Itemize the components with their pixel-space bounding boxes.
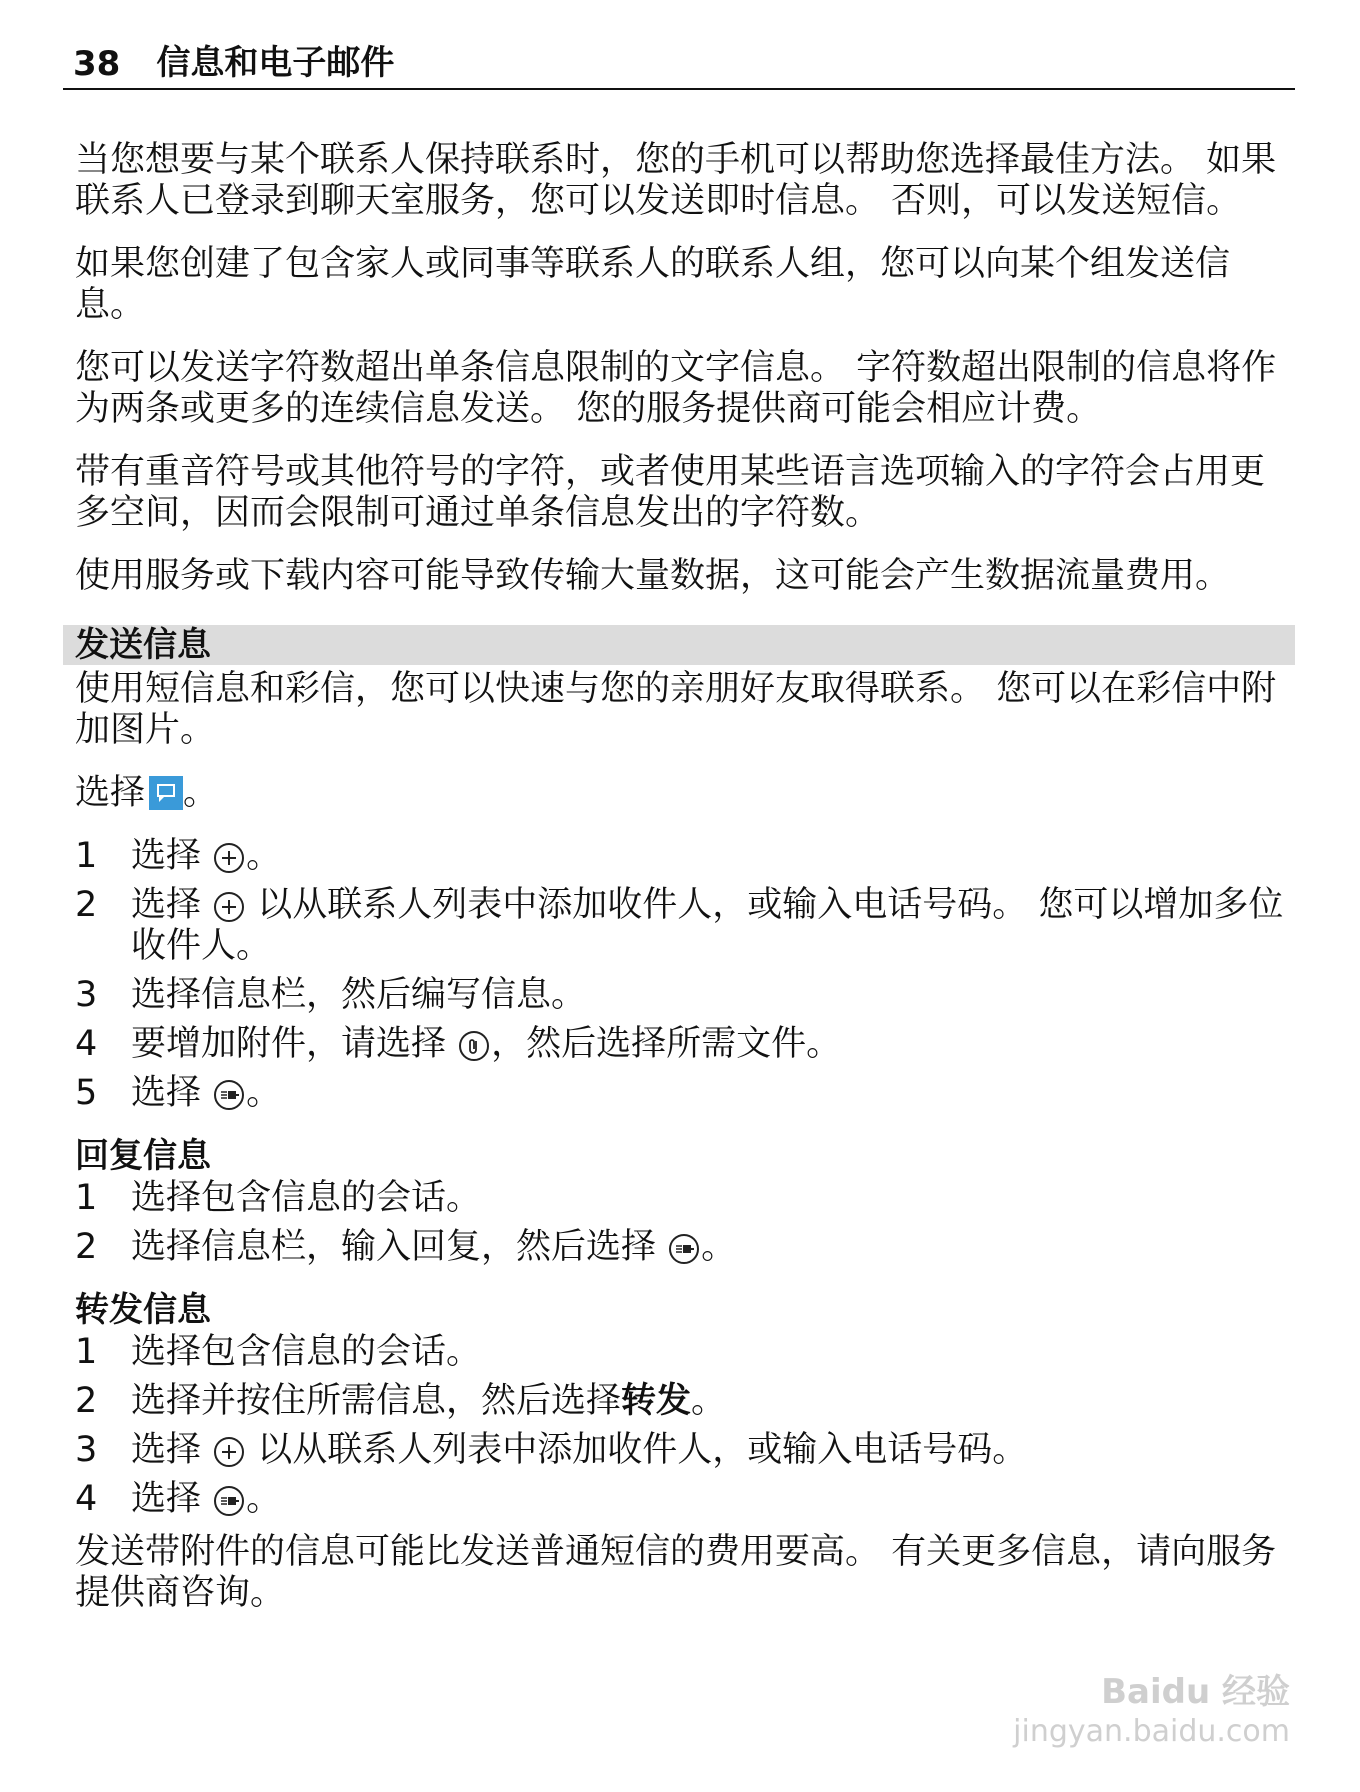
step-text bbox=[131, 885, 1295, 967]
list-item bbox=[75, 836, 1295, 877]
forward-command: 转发 bbox=[621, 1381, 692, 1421]
forward-steps bbox=[75, 1332, 1295, 1520]
list-item bbox=[75, 1073, 1295, 1114]
step-text-a: 选择信息栏，输入回复，然后选择 bbox=[131, 1227, 668, 1267]
step-text-b: ，然后选择所需文件。 bbox=[491, 1024, 842, 1064]
page-header bbox=[63, 44, 1295, 90]
step-text-a: 选择 bbox=[131, 885, 213, 925]
list-item bbox=[75, 1227, 1295, 1268]
step-number: 1 bbox=[75, 1178, 98, 1218]
reply-steps bbox=[75, 1178, 1295, 1268]
step-text bbox=[131, 1073, 1295, 1114]
step-number: 4 bbox=[75, 1479, 98, 1519]
chapter-title: 信息和电子邮件 bbox=[156, 43, 395, 83]
step-number: 3 bbox=[75, 1430, 98, 1470]
list-item bbox=[75, 1024, 1295, 1065]
step-text-a: 选择 bbox=[131, 1430, 213, 1470]
step-text-b: 以从联系人列表中添加收件人，或输入电话号码。 bbox=[246, 1430, 1028, 1470]
watermark-line-2: jingyan.baidu.com bbox=[1013, 1714, 1290, 1749]
step-text-b: 以从联系人列表中添加收件人，或输入电话号码。 您可以增加多位收件人。 bbox=[131, 885, 1284, 966]
step-text-a: 选择 bbox=[131, 1073, 213, 1113]
list-item bbox=[75, 1430, 1295, 1471]
step-text-b: 。 bbox=[246, 1073, 282, 1113]
step-text-a: 选择 bbox=[131, 1479, 213, 1519]
step-text-b: 。 bbox=[691, 1381, 727, 1421]
step-text-b: 。 bbox=[701, 1227, 737, 1267]
step-number: 2 bbox=[75, 1381, 98, 1421]
step-number: 2 bbox=[75, 885, 98, 925]
step-text-a: 选择 bbox=[131, 836, 213, 876]
baidu-watermark bbox=[1013, 1672, 1290, 1752]
intro-paragraph-3: 您可以发送字符数超出单条信息限制的文字信息。 字符数超出限制的信息将作为两条或更多的连续信息发送。 您的服务提供商可能会相应计费。 bbox=[75, 348, 1277, 429]
list-item bbox=[75, 975, 1295, 1016]
step-text bbox=[131, 836, 1295, 877]
step-text: 选择包含信息的会话。 bbox=[131, 1178, 482, 1218]
plus-circle-icon bbox=[214, 892, 244, 922]
send-steps bbox=[75, 836, 1295, 1114]
page-content bbox=[75, 140, 1295, 1636]
step-number: 5 bbox=[75, 1073, 98, 1113]
intro-paragraph-5: 使用服务或下载内容可能导致传输大量数据，这可能会产生数据流量费用。 bbox=[75, 556, 1231, 596]
step-text-a: 选择并按住所需信息，然后选择 bbox=[131, 1381, 622, 1421]
step-text bbox=[131, 1479, 1295, 1520]
select-suffix: 。 bbox=[183, 773, 219, 813]
list-item bbox=[75, 1332, 1295, 1373]
step-text: 选择包含信息的会话。 bbox=[131, 1332, 482, 1372]
send-icon bbox=[669, 1234, 699, 1264]
watermark-line-1: Baidu 经验 bbox=[1101, 1672, 1290, 1712]
section-heading-forward: 转发信息 bbox=[75, 1290, 211, 1330]
step-text bbox=[131, 1024, 1295, 1065]
step-number: 2 bbox=[75, 1227, 98, 1267]
list-item bbox=[75, 885, 1295, 967]
step-text-b: 。 bbox=[246, 1479, 282, 1519]
step-number: 3 bbox=[75, 975, 98, 1015]
intro-paragraph-2: 如果您创建了包含家人或同事等联系人的联系人组，您可以向某个组发送信息。 bbox=[75, 244, 1231, 325]
send-icon bbox=[214, 1486, 244, 1516]
list-item bbox=[75, 1178, 1295, 1219]
intro-paragraph-1: 当您想要与某个联系人保持联系时，您的手机可以帮助您选择最佳方法。 如果联系人已登录到聊天室服务，您可以发送即时信息。 否则，可以发送短信。 bbox=[75, 140, 1277, 221]
paperclip-icon bbox=[459, 1031, 489, 1061]
step-text-b: 。 bbox=[246, 836, 282, 876]
intro-paragraph-4: 带有重音符号或其他符号的字符，或者使用某些语言选项输入的字符会占用更多空间，因而会限制可通过单条信息发出的字符数。 bbox=[75, 452, 1266, 533]
message-app-icon bbox=[149, 776, 183, 810]
step-text bbox=[131, 1227, 1295, 1268]
select-label: 选择 bbox=[75, 773, 146, 813]
step-text: 选择信息栏，然后编写信息。 bbox=[131, 975, 587, 1015]
step-number: 1 bbox=[75, 1332, 98, 1372]
footer-note: 发送带附件的信息可能比发送普通短信的费用要高。 有关更多信息，请向服务提供商咨询。 bbox=[75, 1532, 1277, 1613]
send-icon bbox=[214, 1080, 244, 1110]
section-heading-send: 发送信息 bbox=[63, 625, 1295, 665]
list-item bbox=[75, 1381, 1295, 1422]
select-message-app bbox=[75, 773, 1295, 814]
step-text bbox=[131, 1430, 1295, 1471]
section-heading-reply: 回复信息 bbox=[75, 1136, 211, 1176]
step-number: 1 bbox=[75, 836, 98, 876]
step-text bbox=[131, 1381, 1295, 1422]
plus-circle-icon bbox=[214, 843, 244, 873]
step-text-a: 要增加附件，请选择 bbox=[131, 1024, 458, 1064]
step-number: 4 bbox=[75, 1024, 98, 1064]
page-number: 38 bbox=[73, 44, 121, 84]
plus-circle-icon bbox=[214, 1437, 244, 1467]
send-paragraph: 使用短信息和彩信，您可以快速与您的亲朋好友取得联系。 您可以在彩信中附加图片。 bbox=[75, 669, 1277, 750]
list-item bbox=[75, 1479, 1295, 1520]
